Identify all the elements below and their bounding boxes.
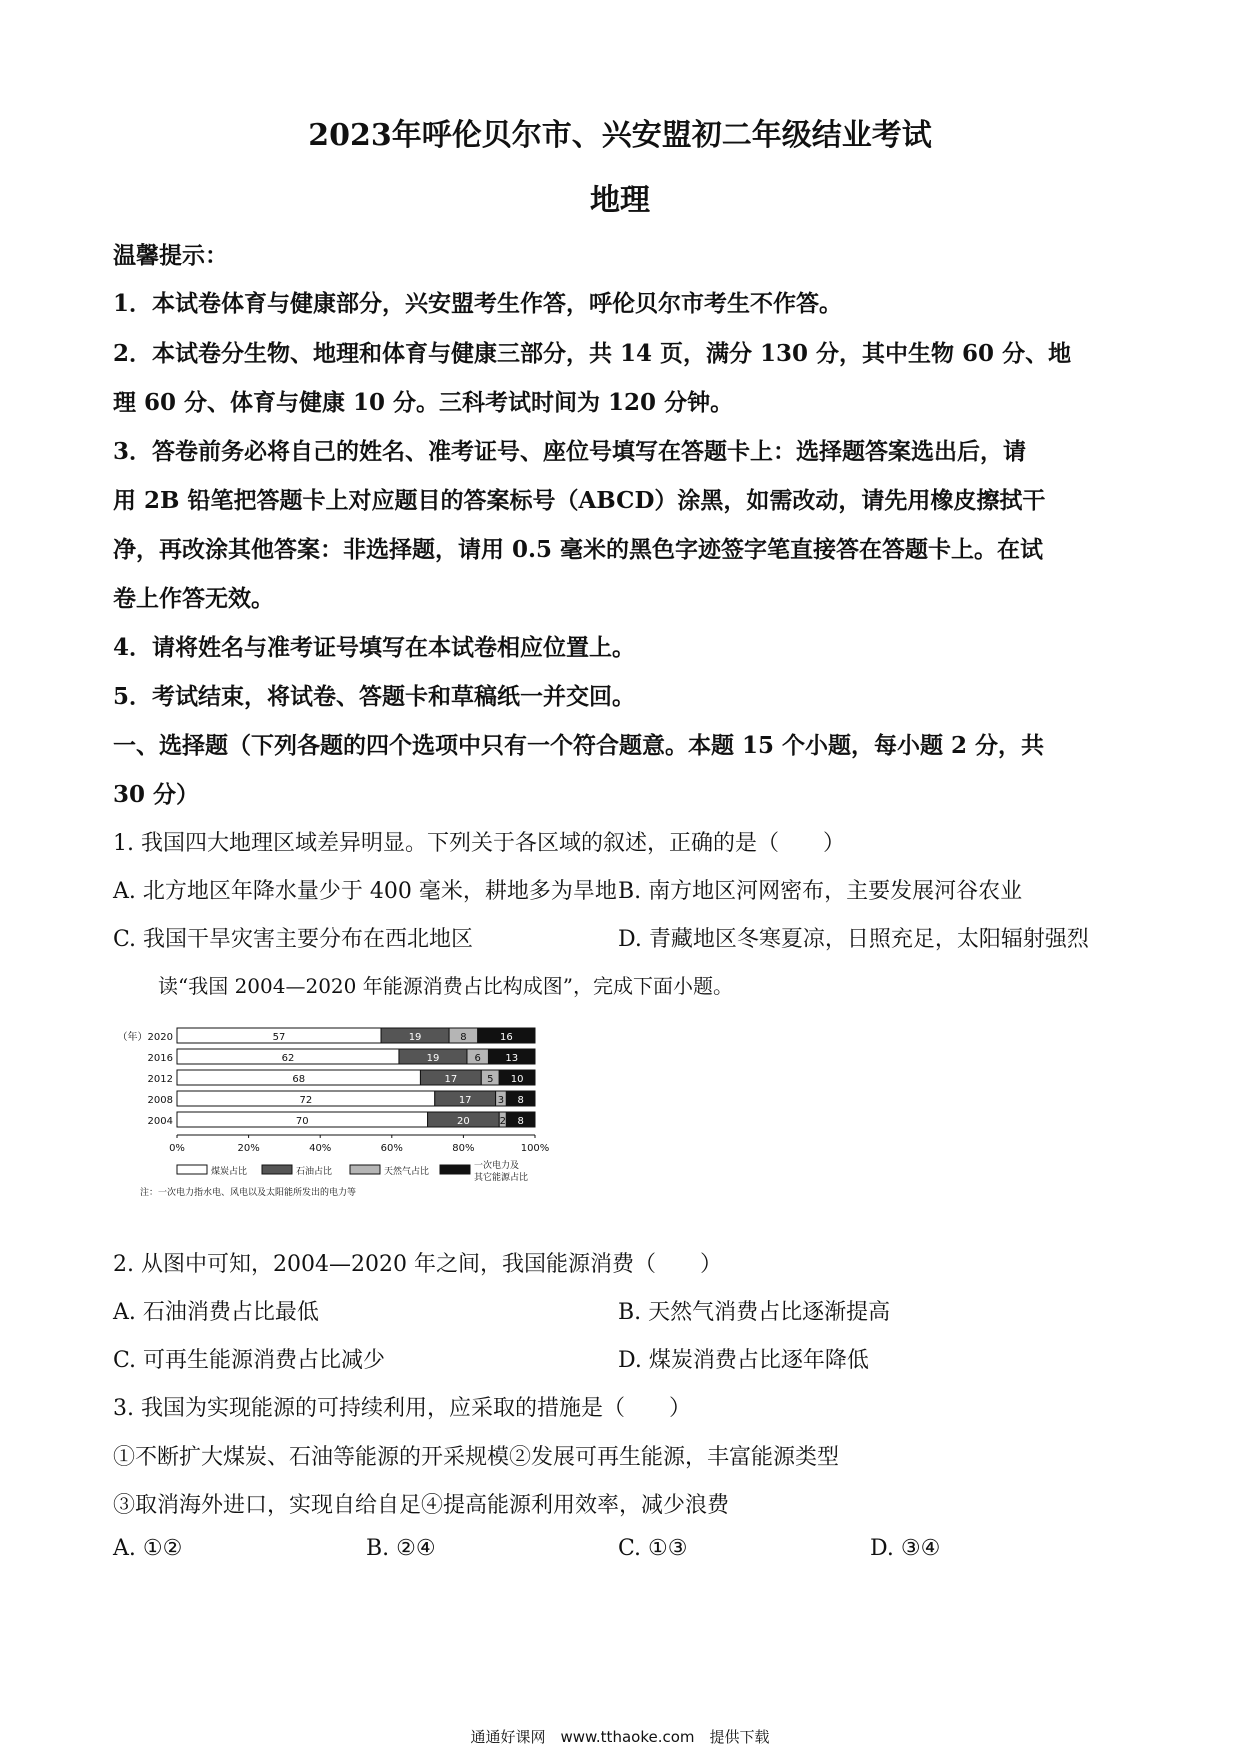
tips-heading: 温馨提示： <box>113 242 228 269</box>
q3-statement-line: ①不断扩大煤炭、石油等能源的开采规模②发展可再生能源，丰富能源类型 <box>113 1445 840 1470</box>
tip-line: 理 60 分、体育与健康 10 分。三科考试时间为 120 分钟。 <box>113 389 734 416</box>
bar-value-label: 13 <box>505 1053 519 1064</box>
bar-value-label: 17 <box>444 1074 458 1085</box>
bar-value-label: 6 <box>474 1053 481 1064</box>
q2-option-d: D. 煤炭消费占比逐年降低 <box>618 1348 869 1373</box>
bar-value-label: 72 <box>299 1095 313 1106</box>
section-heading: 一、选择题（下列各题的四个选项中只有一个符合题意。本题 15 个小题，每小题 2 分，共 <box>113 732 1045 759</box>
exam-title: 2023年呼伦贝尔市、兴安盟初二年级结业考试 <box>308 118 932 153</box>
legend-label: 石油占比 <box>296 1167 333 1177</box>
year-tick-label: 2016 <box>147 1053 173 1064</box>
year-tick-label: 2008 <box>147 1095 173 1106</box>
x-tick-label: 40% <box>309 1143 332 1154</box>
bar-value-label: 10 <box>510 1074 524 1085</box>
tip-line: 2．本试卷分生物、地理和体育与健康三部分，共 14 页，满分 130 分，其中生物 60 分、地 <box>113 340 1072 367</box>
legend-swatch <box>440 1165 470 1174</box>
bar-value-label: 19 <box>426 1053 440 1064</box>
bar-value-label: 8 <box>460 1032 467 1043</box>
q1-option-b: B. 南方地区河网密布，主要发展河谷农业 <box>618 879 1023 904</box>
legend-label: 其它能源占比 <box>474 1173 529 1183</box>
bar-value-label: 8 <box>517 1095 524 1106</box>
legend-swatch <box>262 1165 292 1174</box>
bar-value-label: 57 <box>272 1032 286 1043</box>
legend-label: 一次电力及 <box>474 1161 520 1171</box>
tip-line: 3．答卷前务必将自己的姓名、准考证号、座位号填写在答题卡上：选择题答案选出后，请 <box>113 438 1027 465</box>
year-tick-label: 2012 <box>147 1074 173 1085</box>
bar-value-label: 2 <box>499 1116 506 1127</box>
x-tick-label: 20% <box>237 1143 260 1154</box>
bar-value-label: 5 <box>487 1074 494 1085</box>
question-3-stem: 3. 我国为实现能源的可持续利用，应采取的措施是（ ） <box>113 1396 691 1421</box>
bar-value-label: 8 <box>517 1116 524 1127</box>
question-1-stem: 1. 我国四大地理区域差异明显。下列关于各区域的叙述，正确的是（ ） <box>113 831 845 856</box>
q3-option-d: D. ③④ <box>870 1536 941 1561</box>
year-tick-label: （年）2020 <box>117 1032 173 1043</box>
q3-statement-line: ③取消海外进口，实现自给自足④提高能源利用效率，减少浪费 <box>113 1493 730 1518</box>
legend-label: 天然气占比 <box>384 1167 430 1177</box>
q2-option-a: A. 石油消费占比最低 <box>113 1300 319 1325</box>
x-tick-label: 80% <box>452 1143 475 1154</box>
q1-option-a: A. 北方地区年降水量少于 400 毫米，耕地多为旱地 <box>113 879 617 904</box>
bar-value-label: 62 <box>281 1053 295 1064</box>
bar-value-label: 19 <box>408 1032 422 1043</box>
bar-value-label: 3 <box>497 1095 505 1106</box>
footer-source: 通通好课网 www.tthaoke.com 提供下载 <box>470 1728 770 1746</box>
year-tick-label: 2004 <box>147 1116 173 1127</box>
q1-option-c: C. 我国干旱灾害主要分布在西北地区 <box>113 927 474 952</box>
tip-line: 4．请将姓名与准考证号填写在本试卷相应位置上。 <box>113 634 636 661</box>
q3-option-c: C. ①③ <box>618 1536 688 1561</box>
tip-line: 5．考试结束，将试卷、答题卡和草稿纸一并交回。 <box>113 683 636 710</box>
tip-line: 卷上作答无效。 <box>113 585 274 612</box>
tip-line: 用 2B 铅笔把答题卡上对应题目的答案标号（ABCD）涂黑，如需改动，请先用橡皮擦拭干 <box>113 487 1046 514</box>
bar-value-label: 17 <box>458 1095 472 1106</box>
bar-value-label: 68 <box>292 1074 306 1085</box>
chart-intro: 读“我国 2004—2020 年能源消费占比构成图”，完成下面小题。 <box>158 974 733 998</box>
legend-swatch <box>177 1165 207 1174</box>
q2-option-c: C. 可再生能源消费占比减少 <box>113 1348 386 1373</box>
bar-value-label: 20 <box>457 1116 470 1127</box>
q1-option-d: D. 青藏地区冬寒夏凉，日照充足，太阳辐射强烈 <box>618 927 1089 952</box>
question-2-stem: 2. 从图中可知，2004—2020 年之间，我国能源消费（ ） <box>113 1252 722 1277</box>
q2-option-b: B. 天然气消费占比逐渐提高 <box>618 1300 891 1325</box>
tip-line: 1．本试卷体育与健康部分，兴安盟考生作答，呼伦贝尔市考生不作答。 <box>113 290 843 317</box>
x-tick-label: 60% <box>380 1143 403 1154</box>
section-heading-cont: 30 分） <box>113 781 200 808</box>
legend-label: 煤炭占比 <box>211 1167 248 1177</box>
x-tick-label: 100% <box>520 1143 550 1154</box>
legend-swatch <box>350 1165 380 1174</box>
chart-note: 注：一次电力指水电、风电以及太阳能所发出的电力等 <box>140 1188 357 1198</box>
tip-line: 净，再改涂其他答案：非选择题，请用 0.5 毫米的黑色字迹签字笔直接答在答题卡上。在试 <box>113 536 1044 563</box>
bar-value-label: 16 <box>499 1032 513 1043</box>
subject-title: 地理 <box>590 183 650 218</box>
q3-option-b: B. ②④ <box>366 1536 436 1561</box>
energy-consumption-chart <box>117 1025 630 1225</box>
q3-option-a: A. ①② <box>113 1536 183 1561</box>
bar-value-label: 70 <box>295 1116 309 1127</box>
x-tick-label: 0% <box>169 1143 185 1154</box>
